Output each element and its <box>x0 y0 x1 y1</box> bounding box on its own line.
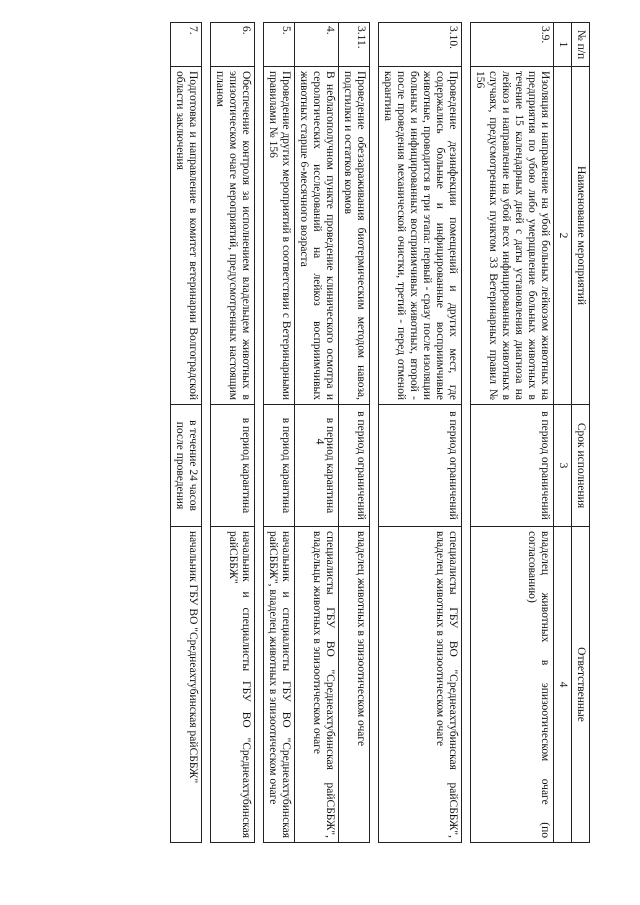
page-number: 4 <box>313 438 328 445</box>
measure-responsible: начальник и специалисты ГБУ ВО "Среднеахтубинская райСББЖ", владелец животных в эпизоотическом очаге <box>264 527 295 843</box>
table-row <box>379 23 462 843</box>
row-gap <box>255 23 264 843</box>
header-num: № п/п <box>572 23 590 67</box>
column-index: 1 <box>554 23 572 67</box>
measure-name: Проведение дезинфекции помещений и других мест, где содержались больные и инфицированные восприимчивые животные, проводится в три этапа: первый - сразу после изоляции больных и инфицированных восприимчивых животных, второй - после проведения механической очистки, третий - перед отменой карантина <box>379 67 462 405</box>
header-term: Срок исполнения <box>572 405 590 527</box>
measure-responsible: владелец животных в эпизоотическом очаге <box>339 527 370 843</box>
column-index-row <box>554 23 572 843</box>
measure-term: в период ограничений <box>471 405 554 527</box>
row-number: 6. <box>211 23 255 67</box>
header-name: Наименование мероприятий <box>572 67 590 405</box>
table-row <box>211 23 255 843</box>
measure-name: Проведение обеззараживания биотермическим методом навоза, подстилки и остатков кормов <box>339 67 370 405</box>
measure-name: Изоляция и направление на убой больных лейкозом животных на предприятия по убою либо умерщвление больных животных в течение 15 календарных дней с даты установления диагноза на лейкоз и направление на убой всех инфицированных животных в случаях, предусмотренных пунктом 33 Ветеринарных правил № 156 <box>471 67 554 405</box>
row-number: 4. <box>295 23 339 67</box>
measure-name: Проведение других мероприятий в соответствии с Ветеринарными правилами № 156 <box>264 67 295 405</box>
row-gap <box>370 23 379 843</box>
measure-name: В неблагополучном пункте проведение клинического осмотра и серологических исследований на лейкоз восприимчивых животных старше 6-месячного возраста <box>295 67 339 405</box>
row-number: 5. <box>264 23 295 67</box>
row-number: 3.10. <box>379 23 462 67</box>
rotated-document <box>60 22 590 842</box>
measure-responsible: специалисты ГБУ ВО "Среднеахтубинская райСББЖ", владельцы животных в эпизоотическом очаге <box>295 527 339 843</box>
table-row <box>264 23 295 843</box>
column-index: 2 <box>554 67 572 405</box>
measure-term: в период карантина <box>295 405 339 527</box>
table-row <box>295 23 339 843</box>
measure-term: в течение 24 часов после проведения <box>171 405 202 527</box>
measure-responsible: начальник ГБУ ВО "Среднеахтубинская райСББЖ" <box>171 527 202 843</box>
measure-term: в период карантина <box>211 405 255 527</box>
table-row <box>471 23 554 843</box>
header-responsible: Ответственные <box>572 527 590 843</box>
measure-responsible: начальник и специалисты ГБУ ВО "Среднеахтубинская райСББЖ" <box>211 527 255 843</box>
table-row <box>339 23 370 843</box>
measure-term: в период ограничений <box>379 405 462 527</box>
measures-table <box>170 22 590 843</box>
row-number: 3.11. <box>339 23 370 67</box>
measure-responsible: специалисты ГБУ ВО "Среднеахтубинская райСББЖ", владелец животных в эпизоотическом очаге <box>379 527 462 843</box>
column-index: 3 <box>554 405 572 527</box>
measure-term: в период ограничений <box>339 405 370 527</box>
table-header-row <box>572 23 590 843</box>
measure-name: Обеспечение контроля за исполнением владельцем животных в эпизоотическом очаге мероприятий, предусмотренных настоящим планом <box>211 67 255 405</box>
measure-name: Подготовка и направление в комитет ветеринарии Волгоградской области заключения <box>171 67 202 405</box>
measure-term: в период карантина <box>264 405 295 527</box>
measure-responsible: владелец животных в эпизоотическом очаге (по согласованию) <box>471 527 554 843</box>
table-row <box>171 23 202 843</box>
row-number: 3.9. <box>471 23 554 67</box>
row-number: 7. <box>171 23 202 67</box>
row-gap <box>462 23 471 843</box>
column-index: 4 <box>554 527 572 843</box>
row-gap <box>202 23 211 843</box>
